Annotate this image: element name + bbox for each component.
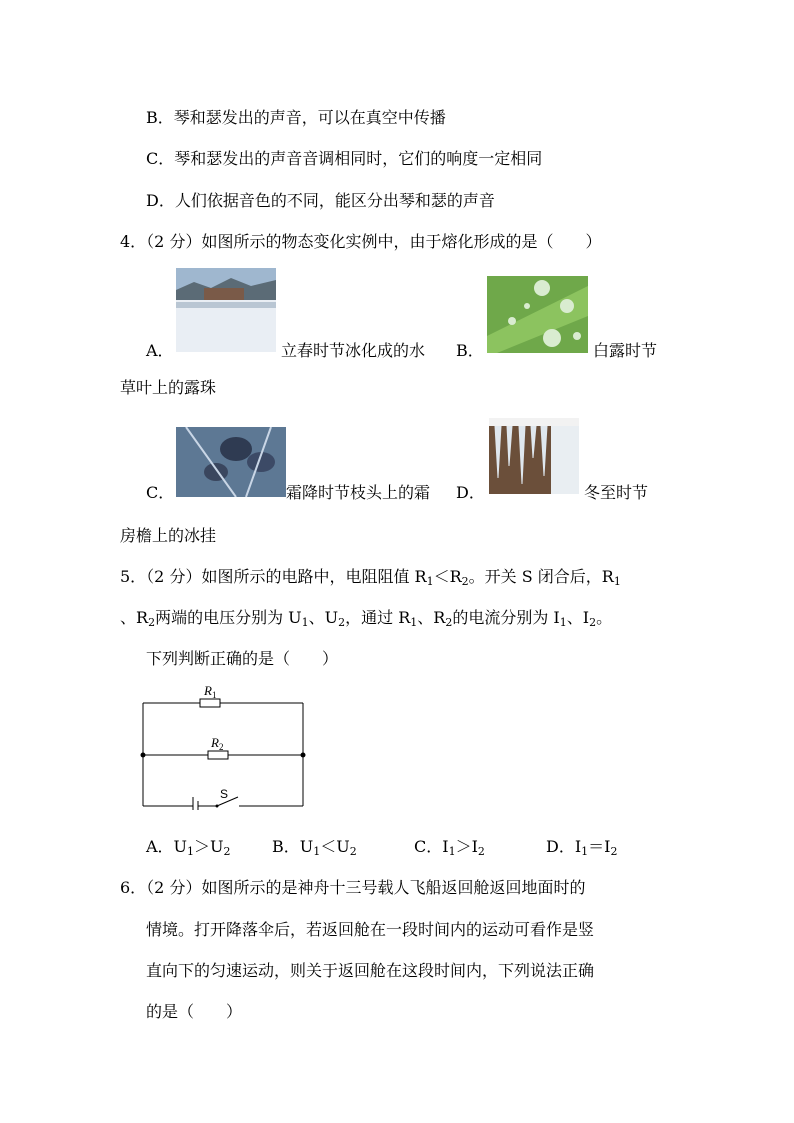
q4-option-d-text-cont: 房檐上的冰挂 — [120, 526, 217, 545]
q4-stem: 4．（2 分）如图所示的物态变化实例中，由于熔化形成的是（ ） — [120, 232, 602, 251]
svg-text:R1: $R_1$ — [204, 683, 217, 700]
resistor-r1 — [200, 699, 220, 707]
svg-text:S: S — [220, 787, 229, 801]
q4-option-c-text: 霜降时节枝头上的霜 — [286, 483, 431, 502]
q4-option-b-text-cont: 草叶上的露珠 — [120, 378, 217, 397]
q4-option-d-label: D． — [456, 483, 485, 502]
q6-stem-line-2: 情境。打开降落伞后，若返回舱在一段时间内的运动可看作是竖 — [146, 920, 595, 939]
svg-text:R2: $R_2$ — [211, 735, 224, 752]
q5-option-b: B．$U_1<U_2$ — [272, 837, 357, 858]
q5-option-c: C．$I_1>I_2$ — [414, 837, 485, 858]
q4-option-d-text: 冬至时节 — [584, 483, 649, 502]
q4-option-a-text: 立春时节冰化成的水 — [281, 341, 426, 360]
q4-option-b-text: 白露时节 — [593, 341, 658, 360]
q5-stem-line-1: 5．（2 分）如图所示的电路中，电阻阻值 $R_1<R_2$。开关 S 闭合后，$R_1$ — [120, 567, 621, 588]
q5-stem-line-2: 、$R_2$两端的电压分别为 $U_1$、$U_2$，通过 $R_1$、$R_2$的电流分别为 $I_1$、$I_2$。 — [120, 608, 613, 629]
q4-option-a-label: A． — [146, 341, 174, 360]
q3-option-b: B．琴和瑟发出的声音，可以在真空中传播 — [146, 108, 446, 127]
q4-option-a-image — [176, 268, 276, 352]
q5-circuit-diagram — [140, 680, 310, 810]
q4-option-d-image — [489, 418, 579, 494]
q5-option-a: A．$U_1>U_2$ — [146, 837, 231, 858]
q3-option-c: C．琴和瑟发出的声音音调相同时，它们的响度一定相同 — [146, 149, 543, 168]
q4-option-c-image — [176, 427, 286, 497]
q6-stem-line-3: 直向下的匀速运动，则关于返回舱在这段时间内，下列说法正确 — [146, 961, 595, 980]
q4-option-b-label: B． — [456, 341, 484, 360]
q6-stem-line-4: 的是（ ） — [146, 1002, 243, 1021]
resistor-r2 — [208, 751, 228, 759]
q6-stem-line-1: 6．（2 分）如图所示的是神舟十三号载人飞船返回舱返回地面时的 — [120, 878, 586, 897]
q5-stem-line-3: 下列判断正确的是（ ） — [146, 649, 339, 668]
q5-option-d: D．$I_1=I_2$ — [546, 837, 618, 858]
q3-option-d: D．人们依据音色的不同，能区分出琴和瑟的声音 — [146, 191, 495, 210]
q4-option-c-label: C． — [146, 483, 175, 502]
q4-option-b-image — [487, 276, 588, 353]
